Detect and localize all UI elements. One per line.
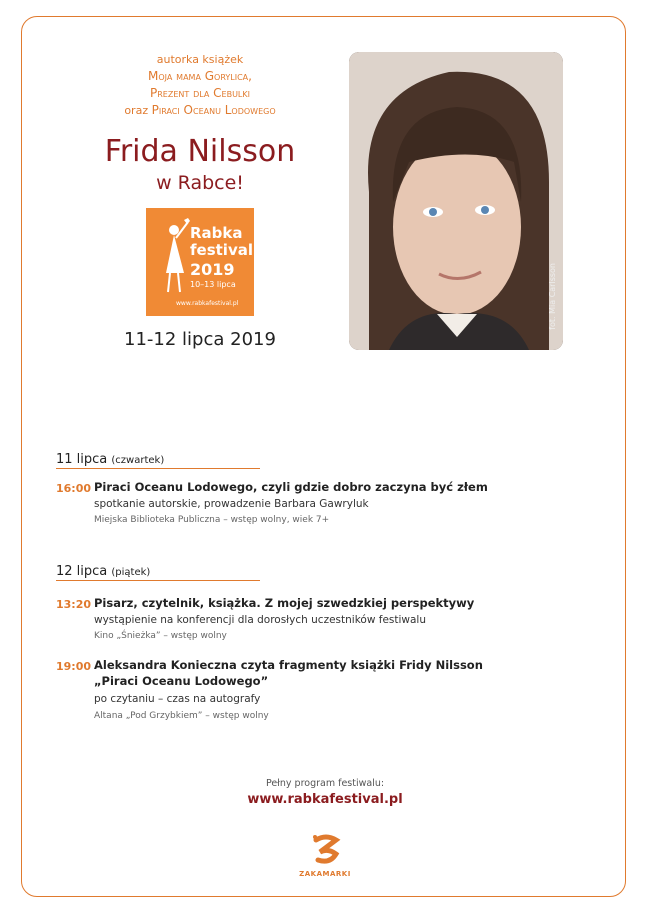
brand-name: ZAKAMARKI	[299, 870, 351, 878]
photo-credit: fot. Mia Carlsson	[548, 263, 557, 330]
event-title-line2: „Piraci Oceanu Lodowego”	[94, 674, 269, 688]
event-time: 16:00	[56, 482, 92, 495]
event-venue: Kino „Śnieżka” – wstęp wolny	[94, 631, 227, 641]
event-dates: 11-12 lipca 2019	[124, 329, 276, 350]
event-time: 13:20	[56, 598, 92, 611]
event-title: Aleksandra Konieczna czyta fragmenty książki Fridy Nilsson	[94, 658, 483, 672]
day-weekday: (piątek)	[111, 567, 151, 578]
footer-label: Pełny program festiwalu:	[265, 778, 385, 789]
day-divider	[56, 468, 260, 469]
logo-url: www.rabkafestival.pl	[176, 300, 239, 307]
day-date: 11 lipca	[56, 452, 108, 467]
logo-line2: festival	[190, 241, 253, 259]
intro-last-book: Piraci Oceanu Lodowego	[151, 103, 276, 117]
intro-last-prefix: oraz	[124, 104, 149, 117]
logo-range: 10–13 lipca	[190, 280, 236, 289]
event-description: spotkanie autorskie, prowadzenie Barbara Gawryluk	[94, 498, 369, 510]
portrait-illustration	[349, 52, 563, 350]
event-venue: Altana „Pod Grzybkiem” – wstęp wolny	[94, 711, 269, 721]
page-title: Frida Nilsson	[104, 134, 296, 169]
event-title: Piraci Oceanu Lodowego, czyli gdzie dobro zaczyna być złem	[94, 480, 488, 494]
logo-year: 2019	[190, 260, 235, 279]
event-time: 19:00	[56, 660, 92, 673]
day-heading-2	[56, 564, 150, 579]
zakamarki-logo-icon	[308, 832, 344, 868]
event-title: Pisarz, czytelnik, książka. Z mojej szwedzkiej perspektywy	[94, 596, 475, 610]
event-venue: Miejska Biblioteka Publiczna – wstęp wolny, wiek 7+	[94, 515, 330, 525]
intro-book-2: Prezent dla Cebulki	[150, 86, 250, 100]
rabka-festival-logo	[146, 208, 254, 316]
day-divider	[56, 580, 260, 581]
girl-figure-icon	[150, 218, 194, 298]
intro-book-3	[95, 103, 305, 118]
logo-line1: Rabka	[190, 224, 243, 242]
event-description: po czytaniu – czas na autografy	[94, 693, 261, 705]
intro-lead: autorka książek	[156, 53, 244, 66]
festival-link[interactable]: www.rabkafestival.pl	[247, 792, 403, 807]
page-subtitle: w Rabce!	[156, 172, 244, 194]
day-date: 12 lipca	[56, 564, 108, 579]
day-weekday: (czwartek)	[111, 455, 165, 466]
intro-book-1: Moja mama Gorylica,	[148, 69, 252, 83]
day-heading-1	[56, 452, 164, 467]
author-photo	[349, 52, 563, 350]
event-description: wystąpienie na konferencji dla dorosłych uczestników festiwalu	[94, 614, 427, 626]
